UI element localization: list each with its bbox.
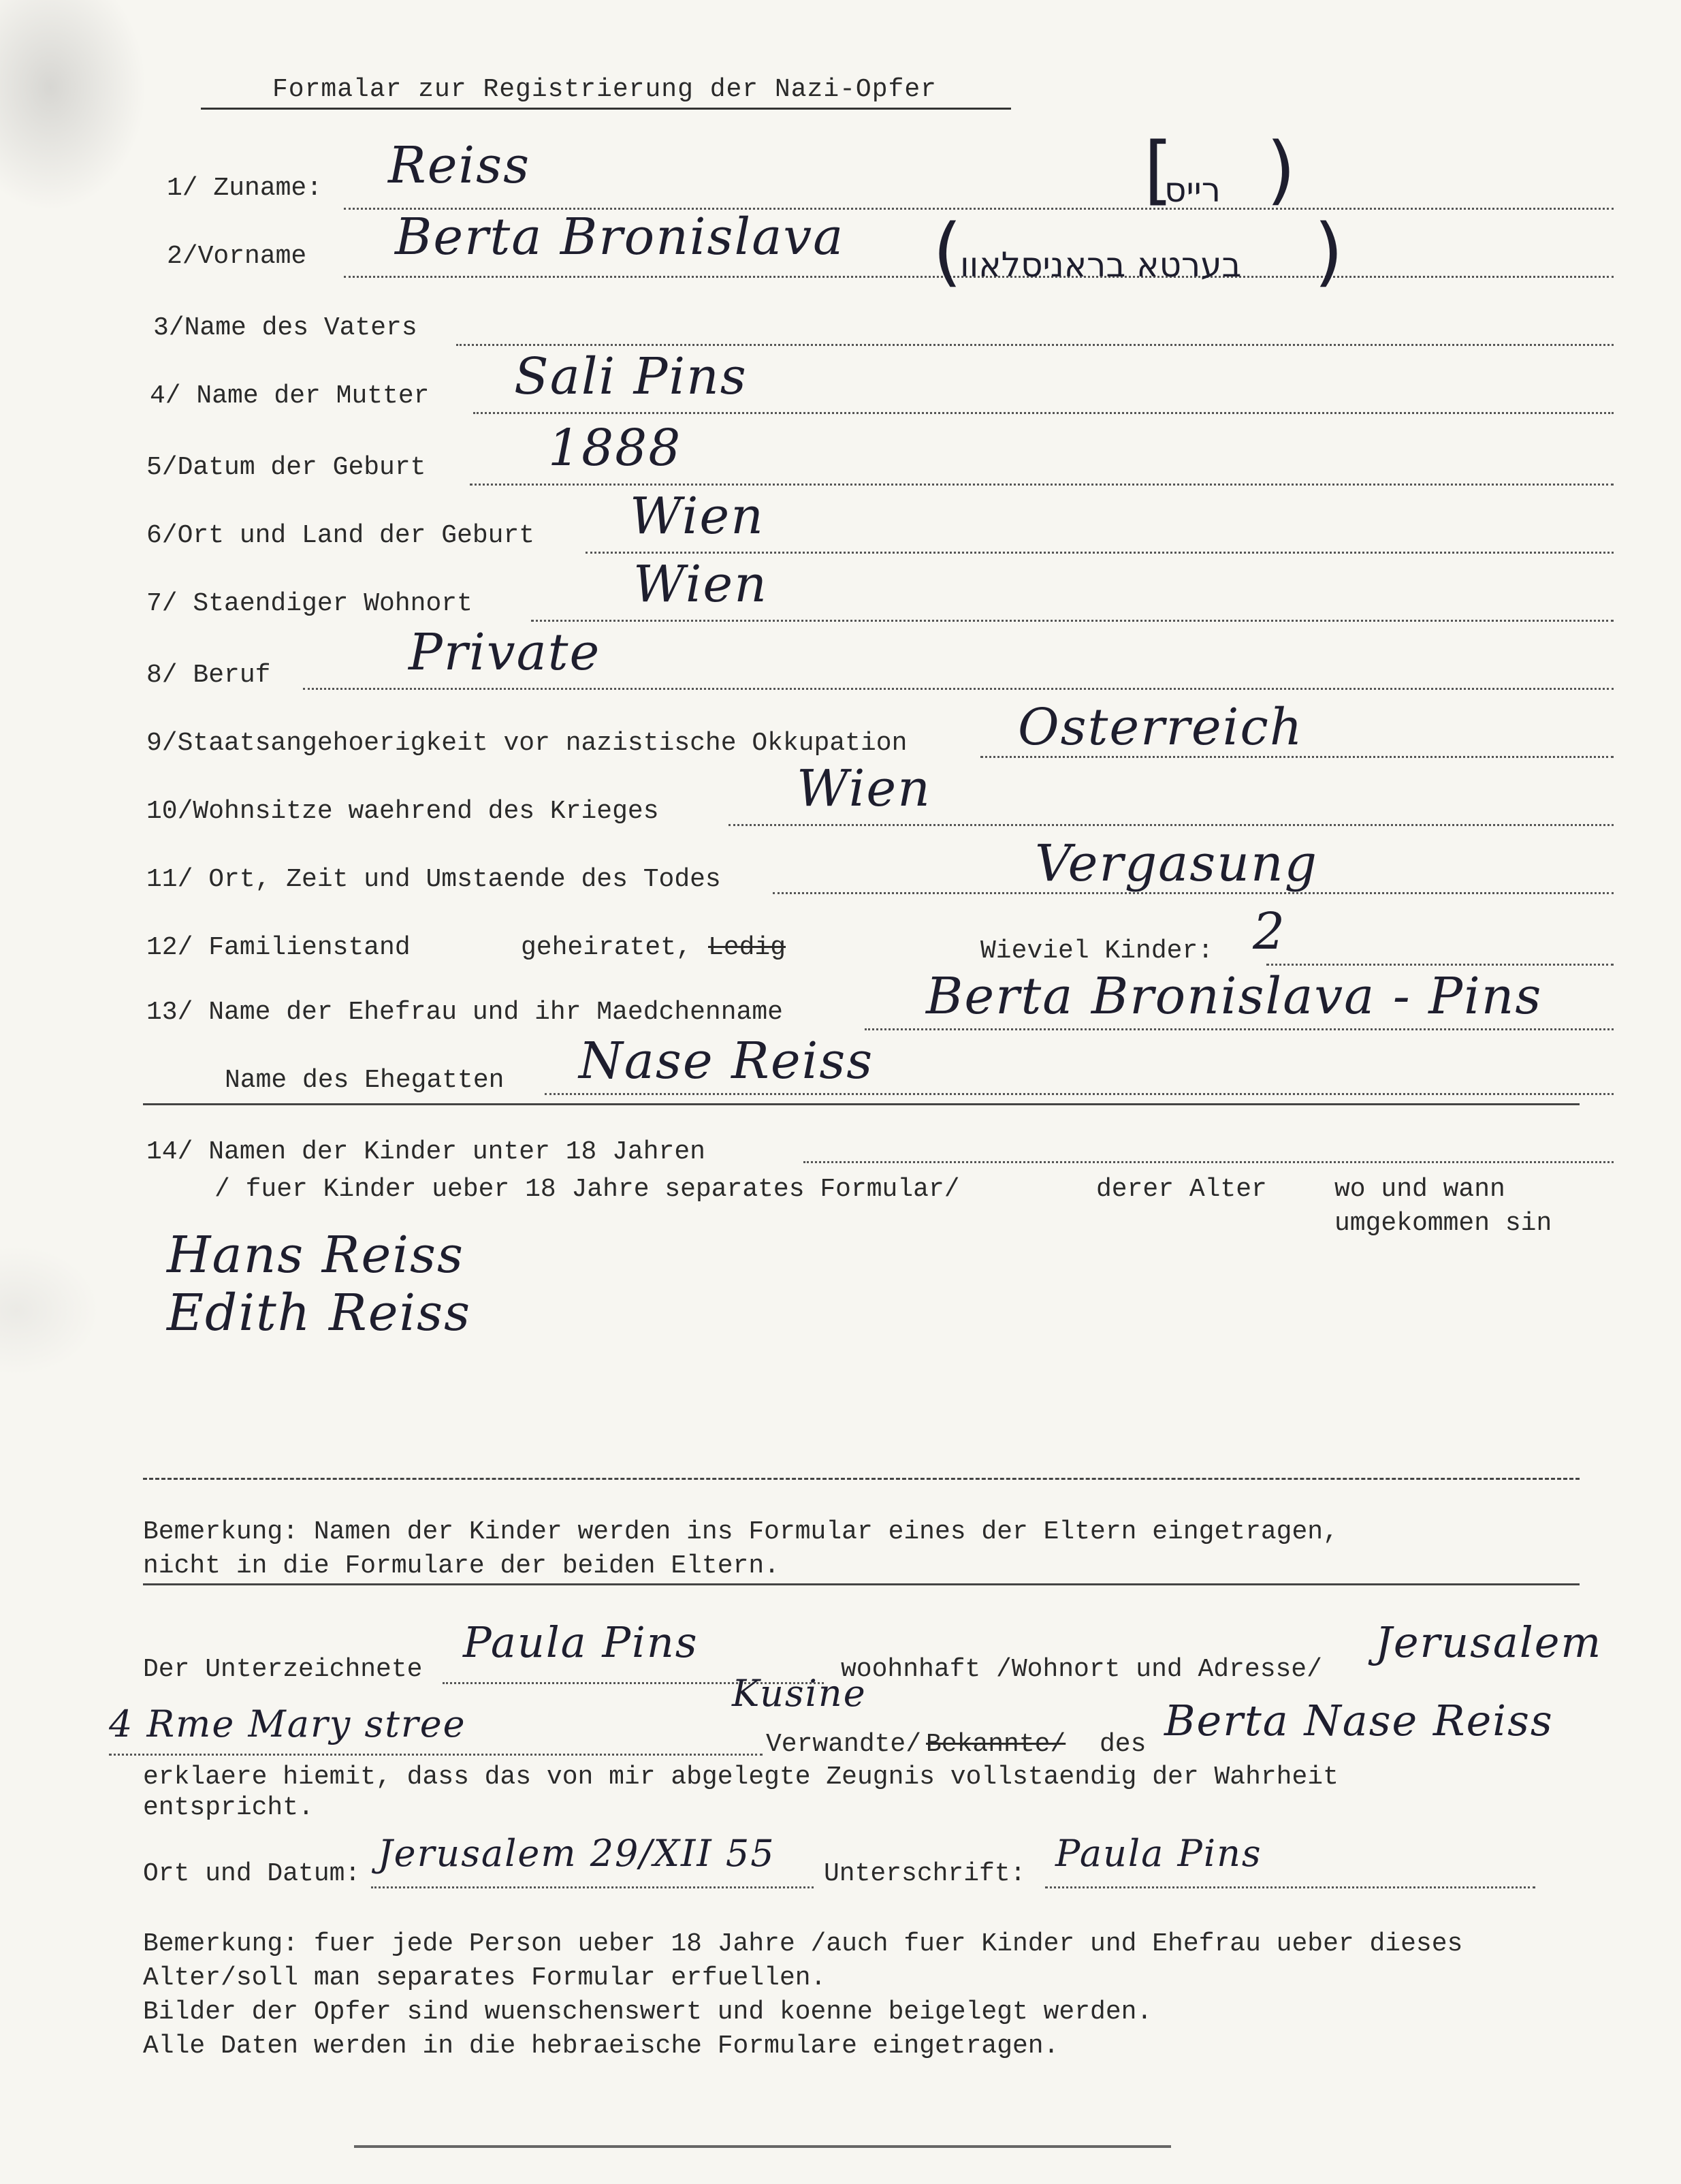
dotted-line bbox=[473, 412, 1614, 414]
dotted-line bbox=[1045, 1886, 1535, 1888]
field-label-marital-status: 12/ Familienstand bbox=[146, 933, 411, 962]
field-label-birthplace: 6/Ort und Land der Geburt bbox=[146, 521, 535, 550]
field-label-mother: 4/ Name der Mutter bbox=[150, 381, 430, 411]
hebrew-surname: רייס bbox=[1164, 170, 1221, 210]
bracket-close: ) bbox=[1266, 126, 1296, 213]
field-label-wife: 13/ Name der Ehefrau und ihr Maedchenname bbox=[146, 998, 783, 1027]
value-address-street: 4 Rme Mary stree bbox=[109, 1703, 466, 1745]
field-label-profession: 8/ Beruf bbox=[146, 661, 271, 690]
field-label-spouse: Name des Ehegatten bbox=[225, 1066, 505, 1095]
field-value-firstname: Berta Bronislava bbox=[395, 208, 845, 266]
field-label-children: 14/ Namen der Kinder unter 18 Jahren bbox=[146, 1137, 705, 1167]
field-label-death: 11/ Ort, Zeit und Umstaende des Todes bbox=[146, 865, 721, 894]
field-sublabel-children: / fuer Kinder ueber 18 Jahre separates Formular/ bbox=[214, 1175, 960, 1204]
field-value-mother: Sali Pins bbox=[514, 347, 748, 406]
value-signature: Paula Pins bbox=[1055, 1832, 1262, 1875]
field-value-birthplace: Wien bbox=[630, 487, 765, 545]
column-header-where-2: umgekommen sin bbox=[1334, 1209, 1552, 1238]
dotted-line bbox=[545, 1093, 1614, 1095]
title-underline bbox=[201, 108, 1011, 110]
dotted-line bbox=[531, 620, 1614, 622]
bracket-open: ( bbox=[933, 208, 962, 295]
label-of: des bbox=[1100, 1730, 1147, 1759]
label-signer: Der Unterzeichnete bbox=[143, 1655, 423, 1684]
dotted-line bbox=[470, 484, 1614, 486]
field-value-residence: Wien bbox=[633, 555, 768, 614]
label-relative: Verwandte/ bbox=[766, 1730, 922, 1759]
value-place-date: Jerusalem 29/XII 55 bbox=[378, 1832, 775, 1875]
field-label-firstname: 2/Vorname bbox=[167, 242, 307, 271]
value-relation: Kusine bbox=[732, 1672, 867, 1715]
field-value-profession: Private bbox=[409, 623, 601, 682]
value-address-city: Jerusalem bbox=[1375, 1617, 1603, 1667]
dotted-line bbox=[1266, 964, 1614, 966]
field-value-wartime-residences: Wien bbox=[797, 759, 931, 818]
field-label-wartime-residences: 10/Wohnsitze waehrend des Krieges bbox=[146, 797, 659, 826]
dotted-line bbox=[109, 1754, 763, 1756]
field-value-wife: Berta Bronislava - Pins bbox=[926, 967, 1543, 1026]
column-header-age: derer Alter bbox=[1096, 1175, 1267, 1204]
hebrew-firstname: בערטא בראניסלאוו bbox=[960, 245, 1242, 285]
value-victim: Berta Nase Reiss bbox=[1164, 1696, 1554, 1745]
dotted-line bbox=[586, 552, 1614, 554]
remark-1-line-1: Bemerkung: Namen der Kinder werden ins Formular eines der Eltern eingetragen, bbox=[143, 1517, 1339, 1547]
option-married: geheiratet, bbox=[521, 933, 692, 962]
field-value-citizenship: Osterreich bbox=[1018, 698, 1304, 757]
child-name-2: Edith Reiss bbox=[167, 1284, 472, 1342]
field-value-birthdate: 1888 bbox=[548, 419, 682, 477]
column-header-where-1: wo und wann bbox=[1334, 1175, 1505, 1204]
dotted-line bbox=[729, 824, 1614, 826]
value-signer: Paula Pins bbox=[463, 1617, 699, 1667]
option-single-struck: Ledig bbox=[708, 933, 786, 962]
remark-2-line-3: Bilder der Opfer sind wuenschenswert und koenne beigelegt werden. bbox=[143, 1997, 1153, 2027]
field-label-surname: 1/ Zuname: bbox=[167, 174, 323, 203]
dotted-line bbox=[456, 344, 1614, 346]
field-label-children-count: Wieviel Kinder: bbox=[980, 936, 1214, 966]
section-divider bbox=[143, 1478, 1580, 1480]
field-value-surname: Reiss bbox=[388, 136, 531, 195]
label-signature: Unterschrift: bbox=[824, 1859, 1026, 1888]
bracket-close: ) bbox=[1314, 208, 1343, 295]
section-divider bbox=[143, 1583, 1580, 1585]
field-value-spouse: Nase Reiss bbox=[579, 1032, 874, 1090]
dotted-line bbox=[303, 688, 1614, 690]
label-acquaintance-struck: Bekannte/ bbox=[926, 1730, 1066, 1759]
declaration-line-1: erklaere hiemit, dass das von mir abgelegte Zeugnis vollstaendig der Wahrheit bbox=[143, 1762, 1339, 1792]
child-name-1: Hans Reiss bbox=[167, 1226, 464, 1284]
field-label-father: 3/Name des Vaters bbox=[153, 313, 417, 343]
remark-2-line-2: Alter/soll man separates Formular erfuellen. bbox=[143, 1963, 827, 1993]
field-value-death: Vergasung bbox=[1035, 834, 1318, 893]
dotted-line bbox=[371, 1886, 814, 1888]
remark-1-line-2: nicht in die Formulare der beiden Eltern. bbox=[143, 1551, 780, 1581]
field-label-residence: 7/ Staendiger Wohnort bbox=[146, 589, 473, 618]
field-label-birthdate: 5/Datum der Geburt bbox=[146, 453, 426, 482]
field-label-citizenship: 9/Staatsangehoerigkeit vor nazistische Okkupation bbox=[146, 729, 908, 758]
bracket-open: [ bbox=[1144, 126, 1173, 213]
declaration-line-2: entspricht. bbox=[143, 1793, 314, 1822]
dotted-line bbox=[865, 1028, 1614, 1030]
field-value-children-count: 2 bbox=[1253, 902, 1287, 961]
section-divider bbox=[143, 1103, 1580, 1105]
remark-2-line-4: Alle Daten werden in die hebraeische Formulare eingetragen. bbox=[143, 2031, 1059, 2061]
label-address: woohnhaft /Wohnort und Adresse/ bbox=[841, 1655, 1322, 1684]
bottom-edge-mark bbox=[354, 2145, 1171, 2148]
remark-2-line-1: Bemerkung: fuer jede Person ueber 18 Jahre /auch fuer Kinder und Ehefrau ueber dieses bbox=[143, 1929, 1463, 1959]
form-title: Formalar zur Registrierung der Nazi-Opfer bbox=[272, 75, 937, 104]
label-place-date: Ort und Datum: bbox=[143, 1859, 361, 1888]
dotted-line bbox=[803, 1161, 1614, 1163]
